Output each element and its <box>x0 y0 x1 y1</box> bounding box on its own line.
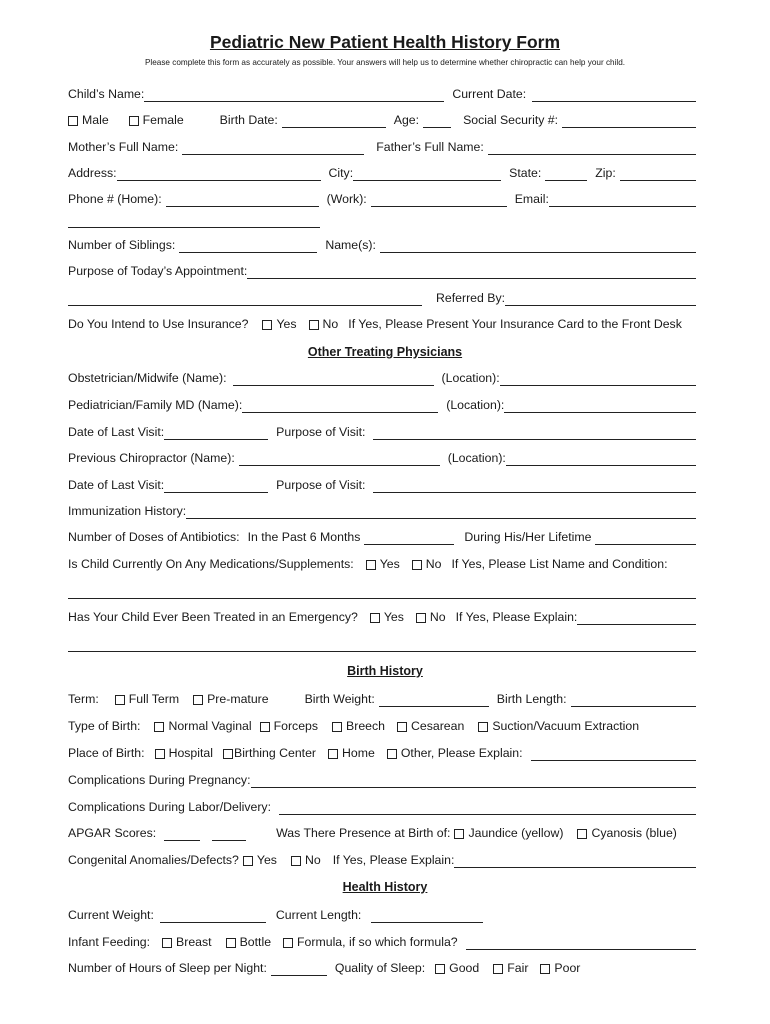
insurance-no-checkbox[interactable] <box>309 320 319 330</box>
sibling-names-label: Name(s): <box>325 238 376 252</box>
poor-checkbox[interactable] <box>540 964 550 974</box>
medications-no-checkbox[interactable] <box>412 560 422 570</box>
congenital-explain-label: If Yes, Please Explain: <box>332 853 455 867</box>
row-comp-pregnancy <box>68 772 696 789</box>
no-label: No <box>429 610 446 624</box>
other-checkbox[interactable] <box>387 749 397 759</box>
medications-yes-option[interactable] <box>366 556 400 573</box>
row-childs-name <box>68 86 696 103</box>
row-birth-place <box>68 745 696 762</box>
insurance-yes-option[interactable] <box>262 316 296 333</box>
antibiotics-label: Number of Doses of Antibiotics: <box>68 530 240 544</box>
medications-question: Is Child Currently On Any Medications/Supplements: <box>68 557 354 571</box>
purpose-visit-field[interactable] <box>373 428 696 440</box>
forceps-option[interactable] <box>260 718 318 735</box>
home-label: Home <box>342 746 375 760</box>
row-birth-type <box>68 718 696 735</box>
row-email-continued <box>68 212 696 229</box>
emergency-explain-label: If Yes, Please Explain: <box>455 610 578 624</box>
medications-no-option[interactable] <box>412 556 442 573</box>
current-length-field[interactable] <box>371 911 483 923</box>
phone-home-field[interactable] <box>166 195 319 207</box>
normal-vaginal-checkbox[interactable] <box>154 722 164 732</box>
state-field[interactable] <box>545 169 587 181</box>
row-prev-chiro <box>68 450 696 467</box>
sleep-hours-label: Number of Hours of Sleep per Night: <box>68 961 267 975</box>
breech-checkbox[interactable] <box>332 722 342 732</box>
row-parents <box>68 139 696 156</box>
mothers-name-field[interactable] <box>182 143 364 155</box>
prev-chiro-label: Previous Chiropractor (Name): <box>68 451 235 465</box>
bottle-label: Bottle <box>239 935 272 949</box>
formula-option[interactable] <box>283 934 458 951</box>
breast-option[interactable] <box>162 934 212 951</box>
row-obstetrician <box>68 370 696 387</box>
suction-checkbox[interactable] <box>478 722 488 732</box>
row-purpose <box>68 263 696 280</box>
medications-yes-checkbox[interactable] <box>366 560 376 570</box>
hospital-option[interactable] <box>155 745 213 762</box>
row-weight-length <box>68 907 696 924</box>
congenital-explain-field[interactable] <box>454 856 696 868</box>
age-field[interactable] <box>423 116 451 128</box>
congenital-no-checkbox[interactable] <box>291 856 301 866</box>
zip-label: Zip: <box>595 166 616 180</box>
pediatrician-location-field[interactable] <box>504 401 696 413</box>
childs-name-label: Child’s Name: <box>68 87 145 101</box>
mothers-name-label: Mother’s Full Name: <box>68 140 179 154</box>
immunization-field[interactable] <box>186 507 696 519</box>
emergency-yes-option[interactable] <box>370 609 404 626</box>
female-checkbox[interactable] <box>129 116 139 126</box>
form-subtitle: Please complete this form as accurately as possible. Your answers will help us to determine whether chiropractic can help your child. <box>144 58 626 67</box>
ssn-label: Social Security #: <box>463 113 559 127</box>
good-option[interactable] <box>435 960 479 977</box>
jaundice-option[interactable] <box>454 825 563 842</box>
breech-label: Breech <box>346 719 385 733</box>
prev-chiro-location-label: (Location): <box>447 451 506 465</box>
no-label: No <box>322 317 339 331</box>
suction-option[interactable] <box>478 718 639 735</box>
siblings-field[interactable] <box>179 241 317 253</box>
state-label: State: <box>509 166 542 180</box>
cyanosis-option[interactable] <box>577 825 676 842</box>
address-field[interactable] <box>117 169 321 181</box>
email-label: Email: <box>514 192 549 206</box>
birthing-center-label: Birthing Center <box>234 746 317 760</box>
suction-label: Suction/Vacuum Extraction <box>492 719 640 733</box>
pediatrician-location-label: (Location): <box>446 398 505 412</box>
male-label: Male <box>82 113 109 127</box>
female-option[interactable] <box>129 112 184 129</box>
apgar-label: APGAR Scores: <box>68 826 157 840</box>
formula-label: Formula, if so which formula? <box>297 935 458 949</box>
full-term-checkbox[interactable] <box>115 695 125 705</box>
row-medications-line <box>68 583 696 600</box>
chiro-last-visit-field[interactable] <box>164 481 268 493</box>
cesarean-option[interactable] <box>397 718 464 735</box>
chiro-last-visit-label: Date of Last Visit: <box>68 478 165 492</box>
row-last-visit-2 <box>68 477 696 494</box>
comp-pregnancy-label: Complications During Pregnancy: <box>68 773 251 787</box>
full-term-option[interactable] <box>115 691 179 708</box>
yes-label: Yes <box>383 610 404 624</box>
emergency-explain-field[interactable] <box>577 613 696 625</box>
term-label: Term: <box>68 692 99 706</box>
lifetime-field[interactable] <box>595 533 696 545</box>
normal-vaginal-option[interactable] <box>154 718 251 735</box>
infant-feeding-label: Infant Feeding: <box>68 935 151 949</box>
comp-labor-field[interactable] <box>279 803 696 815</box>
presence-question: Was There Presence at Birth of: <box>276 826 451 840</box>
row-medications <box>68 556 696 573</box>
row-congenital <box>68 852 696 869</box>
premature-option[interactable] <box>193 691 269 708</box>
row-insurance <box>68 316 696 333</box>
yes-label: Yes <box>379 557 400 571</box>
row-emergency <box>68 609 696 626</box>
obstetrician-label: Obstetrician/Midwife (Name): <box>68 371 227 385</box>
form-title: Pediatric New Patient Health History Form <box>209 32 561 52</box>
childs-name-field[interactable] <box>144 90 444 102</box>
physicians-heading: Other Treating Physicians <box>307 345 463 359</box>
row-antibiotics <box>68 529 696 546</box>
bottle-checkbox[interactable] <box>226 938 236 948</box>
congenital-yes-checkbox[interactable] <box>243 856 253 866</box>
row-emergency-line <box>68 636 696 653</box>
birth-length-field[interactable] <box>571 695 696 707</box>
premature-label: Pre-mature <box>207 692 269 706</box>
row-last-visit-1 <box>68 424 696 441</box>
fair-label: Fair <box>507 961 529 975</box>
other-explain-label: Other, Please Explain: <box>400 746 523 760</box>
cyanosis-label: Cyanosis (blue) <box>591 826 677 840</box>
phone-home-label: Phone # (Home): <box>68 192 162 206</box>
other-option[interactable] <box>387 745 523 762</box>
emergency-no-checkbox[interactable] <box>416 613 426 623</box>
city-label: City: <box>328 166 354 180</box>
comp-pregnancy-field[interactable] <box>251 776 697 788</box>
chiro-purpose-visit-field[interactable] <box>373 481 696 493</box>
row-phone <box>68 191 696 208</box>
work-phone-field[interactable] <box>371 195 507 207</box>
jaundice-label: Jaundice (yellow) <box>468 826 564 840</box>
breech-option[interactable] <box>332 718 385 735</box>
premature-checkbox[interactable] <box>193 695 203 705</box>
cesarean-checkbox[interactable] <box>397 722 407 732</box>
email-field[interactable] <box>549 195 696 207</box>
medications-note: If Yes, Please List Name and Condition: <box>451 557 668 571</box>
row-apgar <box>68 825 696 842</box>
birth-length-label: Birth Length: <box>496 692 567 706</box>
hospital-checkbox[interactable] <box>155 749 165 759</box>
other-explain-field[interactable] <box>531 749 696 761</box>
jaundice-checkbox[interactable] <box>454 829 464 839</box>
row-referred <box>68 290 696 307</box>
row-sex-birth <box>68 112 696 129</box>
emergency-yes-checkbox[interactable] <box>370 613 380 623</box>
home-option[interactable] <box>328 745 375 762</box>
medications-field[interactable] <box>68 587 696 599</box>
prev-chiro-location-field[interactable] <box>506 454 696 466</box>
emergency-explain-continued-field[interactable] <box>68 640 696 652</box>
birth-date-field[interactable] <box>282 116 386 128</box>
birth-date-label: Birth Date: <box>219 113 278 127</box>
purpose-visit-label: Purpose of Visit: <box>276 425 366 439</box>
pediatrician-label: Pediatrician/Family MD (Name): <box>68 398 243 412</box>
congenital-no-option[interactable] <box>291 852 321 869</box>
insurance-question: Do You Intend to Use Insurance? <box>68 317 249 331</box>
current-date-label: Current Date: <box>452 87 527 101</box>
purpose-field[interactable] <box>247 267 696 279</box>
siblings-label: Number of Siblings: <box>68 238 176 252</box>
current-weight-label: Current Weight: <box>68 908 154 922</box>
no-label: No <box>304 853 321 867</box>
good-label: Good <box>449 961 480 975</box>
email-continued-field[interactable] <box>68 216 320 228</box>
fathers-name-field[interactable] <box>488 143 696 155</box>
birthing-center-option[interactable] <box>223 745 316 762</box>
last-visit-field[interactable] <box>164 428 268 440</box>
city-field[interactable] <box>353 169 501 181</box>
emergency-no-option[interactable] <box>416 609 446 626</box>
yes-label: Yes <box>276 317 297 331</box>
past-6-months-label: In the Past 6 Months <box>247 530 361 544</box>
full-term-label: Full Term <box>128 692 180 706</box>
insurance-note: If Yes, Please Present Your Insurance Card to the Front Desk <box>348 317 682 331</box>
male-option[interactable] <box>68 112 109 129</box>
work-label: (Work): <box>326 192 367 206</box>
forceps-label: Forceps <box>273 719 319 733</box>
apgar-score-1-field[interactable] <box>164 829 200 841</box>
comp-labor-label: Complications During Labor/Delivery: <box>68 800 271 814</box>
sleep-quality-label: Quality of Sleep: <box>334 961 426 975</box>
row-immunization <box>68 503 696 520</box>
lifetime-label: During His/Her Lifetime <box>464 530 592 544</box>
address-label: Address: <box>68 166 117 180</box>
poor-label: Poor <box>554 961 581 975</box>
obstetrician-location-label: (Location): <box>441 371 500 385</box>
past-6-months-field[interactable] <box>364 533 454 545</box>
row-pediatrician <box>68 397 696 414</box>
row-term <box>68 691 696 708</box>
hospital-label: Hospital <box>168 746 213 760</box>
row-sleep <box>68 960 696 977</box>
referred-by-field[interactable] <box>505 294 696 306</box>
last-visit-label: Date of Last Visit: <box>68 425 165 439</box>
birthing-center-checkbox[interactable] <box>223 749 233 759</box>
sleep-hours-field[interactable] <box>271 964 327 976</box>
immunization-label: Immunization History: <box>68 504 187 518</box>
row-address <box>68 165 696 182</box>
congenital-question: Congenital Anomalies/Defects? <box>68 853 239 867</box>
birth-weight-label: Birth Weight: <box>304 692 375 706</box>
poor-option[interactable] <box>540 960 580 977</box>
current-date-field[interactable] <box>532 90 696 102</box>
cesarean-label: Cesarean <box>411 719 465 733</box>
birth-history-heading: Birth History <box>347 664 423 678</box>
obstetrician-location-field[interactable] <box>500 374 696 386</box>
purpose-label: Purpose of Today’s Appointment: <box>68 264 248 278</box>
no-label: No <box>425 557 442 571</box>
health-history-heading: Health History <box>342 880 428 894</box>
home-checkbox[interactable] <box>328 749 338 759</box>
male-checkbox[interactable] <box>68 116 78 126</box>
sibling-names-field[interactable] <box>380 241 696 253</box>
female-label: Female <box>142 113 184 127</box>
fathers-name-label: Father’s Full Name: <box>376 140 484 154</box>
insurance-yes-checkbox[interactable] <box>262 320 272 330</box>
formula-checkbox[interactable] <box>283 938 293 948</box>
prev-chiro-field[interactable] <box>239 454 440 466</box>
row-comp-labor <box>68 799 696 816</box>
place-of-birth-label: Place of Birth: <box>68 746 145 760</box>
congenital-yes-option[interactable] <box>243 852 277 869</box>
pediatrician-field[interactable] <box>242 401 438 413</box>
bottle-option[interactable] <box>226 934 271 951</box>
referred-by-label: Referred By: <box>436 291 506 305</box>
fair-option[interactable] <box>493 960 528 977</box>
row-siblings <box>68 237 696 254</box>
birth-weight-field[interactable] <box>379 695 489 707</box>
yes-label: Yes <box>256 853 277 867</box>
emergency-question: Has Your Child Ever Been Treated in an Emergency? <box>68 610 358 624</box>
formula-field[interactable] <box>466 938 696 950</box>
current-weight-field[interactable] <box>160 911 266 923</box>
cyanosis-checkbox[interactable] <box>577 829 587 839</box>
insurance-no-option[interactable] <box>309 316 339 333</box>
chiro-purpose-visit-label: Purpose of Visit: <box>276 478 366 492</box>
row-feeding <box>68 934 696 951</box>
current-length-label: Current Length: <box>275 908 362 922</box>
type-of-birth-label: Type of Birth: <box>68 719 141 733</box>
obstetrician-field[interactable] <box>233 374 434 386</box>
apgar-score-2-field[interactable] <box>212 829 246 841</box>
breast-checkbox[interactable] <box>162 938 172 948</box>
fair-checkbox[interactable] <box>493 964 503 974</box>
normal-vaginal-label: Normal Vaginal <box>168 719 252 733</box>
purpose-continued-field[interactable] <box>68 294 422 306</box>
zip-field[interactable] <box>620 169 696 181</box>
age-label: Age: <box>393 113 420 127</box>
breast-label: Breast <box>176 935 212 949</box>
good-checkbox[interactable] <box>435 964 445 974</box>
ssn-field[interactable] <box>562 116 696 128</box>
forceps-checkbox[interactable] <box>260 722 270 732</box>
